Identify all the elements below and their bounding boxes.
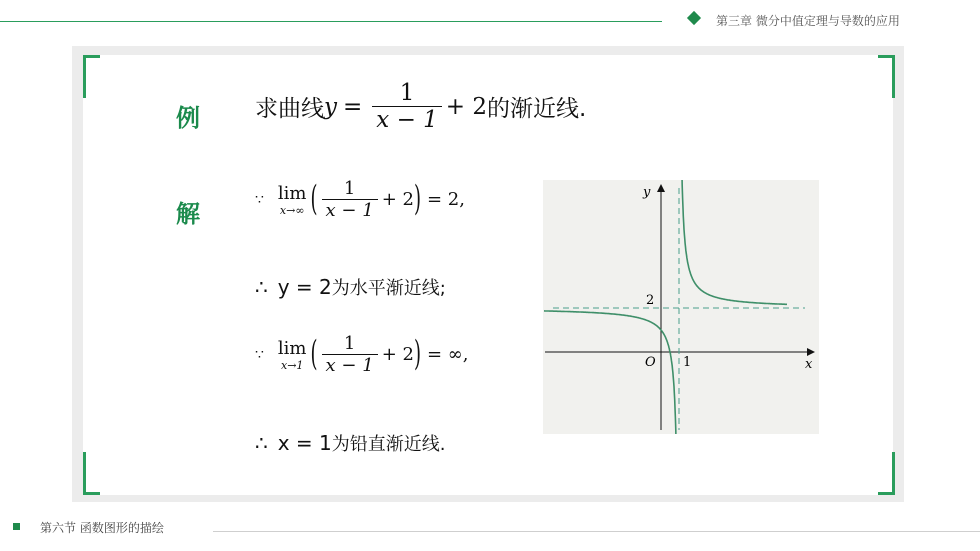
example-equals: = bbox=[343, 93, 363, 120]
graph-svg bbox=[543, 180, 819, 434]
y-axis-label: y bbox=[643, 185, 651, 200]
line1-frac-den: x − 1 bbox=[322, 199, 378, 221]
solution-line-4 bbox=[255, 430, 446, 456]
footer-rule bbox=[213, 531, 980, 532]
line3-result: = ∞, bbox=[426, 344, 469, 365]
curve-left-branch bbox=[544, 311, 677, 434]
x-axis-label: x bbox=[805, 357, 813, 372]
line1-result: = 2, bbox=[426, 189, 465, 210]
example-text-before: 求曲线 bbox=[255, 96, 324, 122]
line1-plus-two: + 2 bbox=[381, 189, 414, 210]
left-paren: ( bbox=[310, 334, 318, 375]
line1-frac-num: 1 bbox=[343, 178, 356, 199]
example-fraction bbox=[372, 80, 442, 133]
lim-subscript: x→∞ bbox=[279, 203, 305, 217]
limit-expression bbox=[278, 183, 307, 217]
example-frac-num: 1 bbox=[399, 80, 415, 106]
lim-text: lim bbox=[277, 337, 307, 359]
corner-bracket-top-left bbox=[83, 55, 100, 98]
limit-expression bbox=[278, 338, 307, 372]
x-tick-label: 1 bbox=[683, 355, 692, 370]
line1-fraction bbox=[322, 178, 378, 221]
line4-text: 为铅直渐近线. bbox=[331, 434, 446, 455]
line3-fraction bbox=[322, 333, 378, 376]
line3-plus-two: + 2 bbox=[381, 344, 414, 365]
lim-subscript: x→1 bbox=[281, 358, 304, 372]
header-rule bbox=[0, 21, 662, 22]
example-plus-two: + 2 bbox=[445, 93, 487, 120]
right-paren: ) bbox=[413, 179, 421, 220]
chapter-title: 第三章 微分中值定理与导数的应用 bbox=[716, 14, 900, 28]
corner-bracket-top-right bbox=[878, 55, 895, 98]
function-graph bbox=[543, 180, 819, 434]
example-frac-den: x − 1 bbox=[372, 106, 442, 133]
corner-bracket-bottom-right bbox=[878, 452, 895, 495]
example-label: 例 bbox=[176, 104, 200, 132]
footer-square-icon bbox=[13, 523, 20, 530]
line2-equation: y = 2 bbox=[277, 275, 332, 299]
example-y-var: y bbox=[324, 93, 337, 120]
therefore-symbol: ∴ bbox=[255, 431, 268, 455]
solution-label: 解 bbox=[176, 200, 200, 228]
solution-line-2 bbox=[255, 274, 446, 300]
curve-right-branch bbox=[682, 180, 788, 304]
example-text-after: 的渐近线. bbox=[487, 96, 587, 122]
because-symbol: ∵ bbox=[255, 346, 264, 363]
line4-equation: x = 1 bbox=[277, 431, 332, 455]
corner-bracket-bottom-left bbox=[83, 452, 100, 495]
example-statement bbox=[255, 80, 586, 133]
lim-text: lim bbox=[277, 182, 307, 204]
therefore-symbol: ∴ bbox=[255, 275, 268, 299]
solution-line-1 bbox=[255, 178, 465, 221]
solution-line-3 bbox=[255, 333, 469, 376]
right-paren: ) bbox=[413, 334, 421, 375]
diamond-icon bbox=[687, 11, 701, 25]
y-tick-label: 2 bbox=[646, 293, 655, 308]
left-paren: ( bbox=[310, 179, 318, 220]
line3-frac-num: 1 bbox=[343, 333, 356, 354]
line3-frac-den: x − 1 bbox=[322, 354, 378, 376]
section-title: 第六节 函数图形的描绘 bbox=[40, 521, 164, 535]
because-symbol: ∵ bbox=[255, 191, 264, 208]
line2-text: 为水平渐近线; bbox=[331, 278, 446, 299]
origin-label: O bbox=[645, 355, 656, 370]
